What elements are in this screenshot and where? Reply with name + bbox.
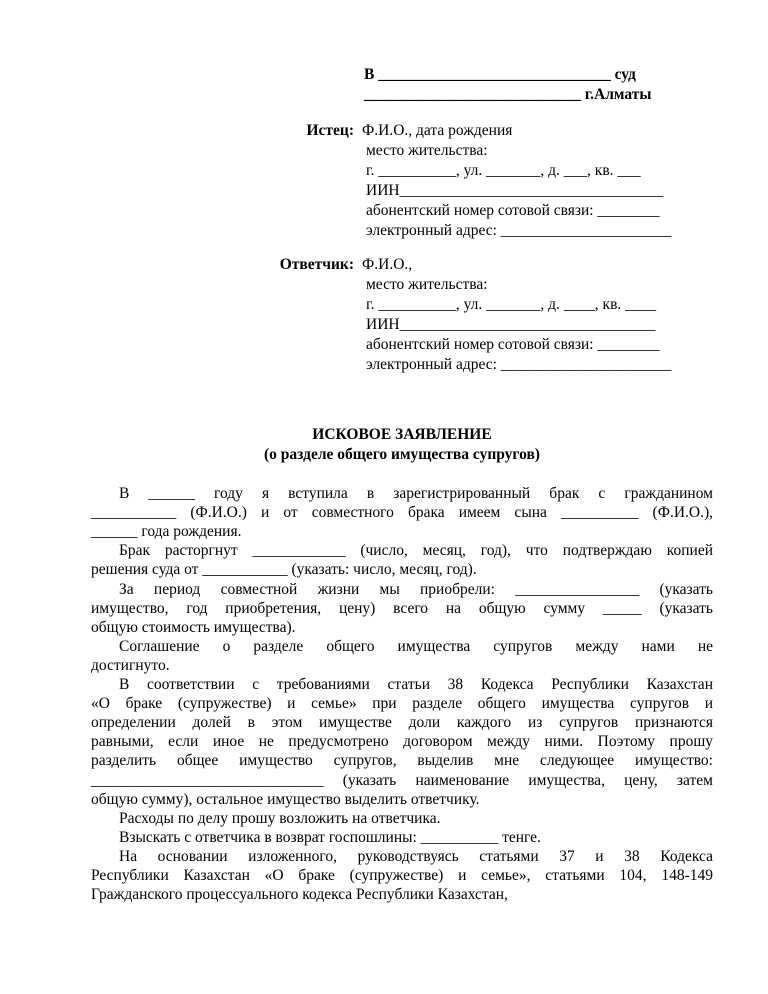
body-line: имущество, год приобретения, цену) всего на общую сумму _____ (указать [91, 599, 713, 617]
body-line: В ______ году я вступила в зарегистрированный брак с гражданином [119, 485, 713, 502]
defendant-line: абонентский номер сотовой связи: ________ [366, 336, 660, 353]
body-line: За период совместной жизни мы приобрели: ________________ (указать [119, 580, 713, 598]
body-line: общую стоимость имущества). [91, 618, 296, 636]
body-line: ______________________________ (указать наименование имущества, цену, затем [91, 771, 713, 789]
body-line: разделить общее имущество супругов, выделив мне следующее имущество: [91, 752, 713, 770]
defendant-line: место жительства: [366, 276, 488, 293]
document-title: ИСКОВОЕ ЗАЯВЛЕНИЕ [312, 426, 492, 443]
plaintiff-line: г. __________, ул. _______, д. ___, кв. ___ [366, 162, 641, 179]
body-line: Гражданского процессуального кодекса Республики Казахстан, [91, 886, 508, 904]
body-line: ___________ (Ф.И.О.) и от совместного брака имеем сына __________ (Ф.И.О.), [91, 504, 713, 522]
plaintiff-line: ИИН__________________________________ [366, 182, 664, 199]
body-line: ______ года рождения. [91, 523, 242, 541]
body-line: равными, если иное не предусмотрено договором между ними. Поэтому прошу [91, 733, 713, 751]
body-line: На основании изложенного, руководствуясь статьями 37 и 38 Кодекса [119, 847, 713, 865]
body-line: Расходы по делу прошу возложить на ответчика. [119, 809, 441, 827]
defendant-line: г. __________, ул. _______, д. ____, кв. ____ [366, 296, 657, 313]
city-line: ____________________________ г.Алматы [364, 86, 652, 103]
document-subtitle: (о разделе общего имущества супругов) [264, 446, 540, 463]
defendant-line: Ф.И.О., [362, 256, 413, 273]
body-line: Брак расторгнут ____________ (число, месяц, год), что подтверждаю копией [119, 542, 713, 560]
body-line: Республики Казахстан «О браке (супружестве) и семье», статьями 104, 148-149 [91, 867, 713, 884]
defendant-line: ИИН_________________________________ [366, 316, 656, 333]
body-line: достигнуто. [91, 656, 170, 674]
body-line: В соответствии с требованиями статьи 38 Кодекса Республики Казахстан [119, 676, 713, 693]
plaintiff-line: место жительства: [366, 142, 488, 159]
body-line: «О браке (супружестве) и семье» при разделе общего имущества супругов и [91, 695, 713, 713]
plaintiff-line: Ф.И.О., дата рождения [362, 122, 513, 139]
body-line: решения суда от ___________ (указать: число, месяц, год). [91, 561, 477, 579]
body-line: определении долей в этом имуществе доли каждого из супругов признаются [91, 714, 713, 732]
court-line: В ______________________________ суд [364, 66, 636, 83]
plaintiff-line: абонентский номер сотовой связи: ________ [366, 202, 660, 219]
body-line: Соглашение о разделе общего имущества супругов между нами не [119, 637, 713, 655]
defendant-label: Ответчик: [279, 256, 354, 273]
body-line: общую сумму), остальное имущество выделить ответчику. [91, 790, 480, 808]
plaintiff-line: электронный адрес: ______________________ [366, 222, 672, 239]
plaintiff-label: Истец: [306, 122, 354, 139]
body-line: Взыскать с ответчика в возврат госпошлины: __________ тенге. [119, 828, 541, 846]
defendant-line: электронный адрес: ______________________ [366, 356, 672, 373]
